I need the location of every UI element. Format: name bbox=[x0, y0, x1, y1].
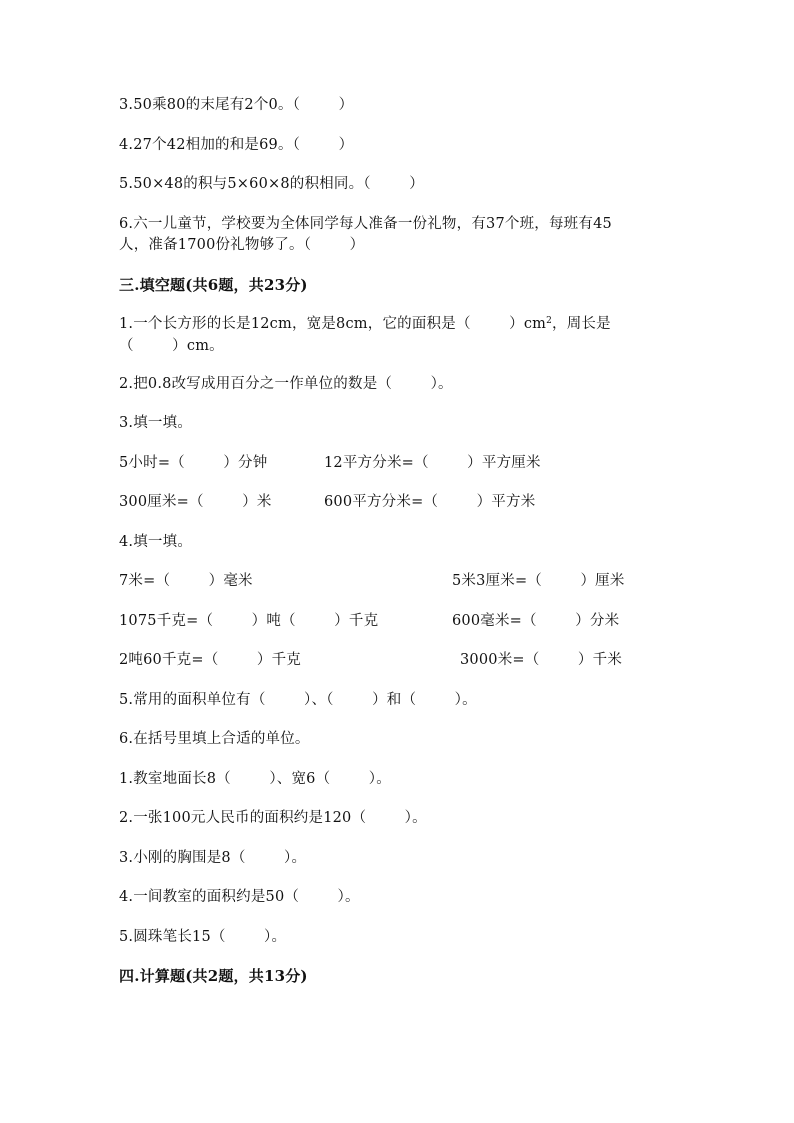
fill-question-4-title: 4.填一填。 bbox=[119, 534, 193, 550]
fill-question-6-title: 6.在括号里填上合适的单位。 bbox=[119, 731, 310, 747]
fill-question-1-line2: （ ）cm。 bbox=[119, 338, 224, 354]
fill-question-4-row1-left: 7米=（ ）毫米 bbox=[119, 573, 253, 589]
judgement-question-6-line1: 6.六一儿童节，学校要为全体同学每人准备一份礼物，有37个班，每班有45 bbox=[119, 216, 612, 232]
section-3-heading: 三.填空题(共6题，共23分) bbox=[119, 276, 308, 294]
fill-question-2: 2.把0.8改写成用百分之一作单位的数是（ ）。 bbox=[119, 376, 453, 392]
fill-question-6-item-4: 4.一间教室的面积约是50（ ）。 bbox=[119, 889, 360, 905]
fill-question-3-row2-right: 600平方分米=（ ）平方米 bbox=[324, 494, 536, 510]
fill-question-6-item-3: 3.小刚的胸围是8（ ）。 bbox=[119, 850, 307, 866]
section-4-heading: 四.计算题(共2题，共13分) bbox=[119, 967, 308, 985]
fill-question-5: 5.常用的面积单位有（ ）、（ ）和（ ）。 bbox=[119, 692, 477, 708]
fill-question-4-row1-right: 5米3厘米=（ ）厘米 bbox=[452, 573, 625, 589]
judgement-question-3: 3.50乘80的末尾有2个0。（ ） bbox=[119, 97, 354, 113]
fill-question-4-row2-left: 1075千克=（ ）吨（ ）千克 bbox=[119, 613, 379, 629]
judgement-question-6-line2: 人，准备1700份礼物够了。（ ） bbox=[119, 237, 365, 253]
fill-question-1-text-b: ，周长是 bbox=[552, 316, 611, 332]
fill-question-3-row2-left: 300厘米=（ ）米 bbox=[119, 494, 272, 510]
judgement-question-5: 5.50×48的积与5×60×8的积相同。（ ） bbox=[119, 176, 424, 192]
fill-question-1-line1 bbox=[119, 314, 611, 334]
fill-question-3-row1-right: 12平方分米=（ ）平方厘米 bbox=[324, 455, 541, 471]
fill-question-4-row2-right: 600毫米=（ ）分米 bbox=[452, 613, 620, 629]
fill-question-3-title: 3.填一填。 bbox=[119, 415, 193, 431]
fill-question-6-item-2: 2.一张100元人民币的面积约是120（ ）。 bbox=[119, 810, 427, 826]
fill-question-3-row1-left: 5小时=（ ）分钟 bbox=[119, 455, 268, 471]
fill-question-4-row3-right: 3000米=（ ）千米 bbox=[460, 652, 623, 668]
fill-question-1-text-a: 1.一个长方形的长是12cm，宽是8cm，它的面积是（ ）cm bbox=[119, 316, 547, 332]
fill-question-6-item-1: 1.教室地面长8（ ）、宽6（ ）。 bbox=[119, 771, 391, 787]
fill-question-4-row3-left: 2吨60千克=（ ）千克 bbox=[119, 652, 301, 668]
judgement-question-4: 4.27个42相加的和是69。（ ） bbox=[119, 137, 354, 153]
fill-question-6-item-5: 5.圆珠笔长15（ ）。 bbox=[119, 929, 287, 945]
square-superscript: 2 bbox=[546, 316, 553, 326]
